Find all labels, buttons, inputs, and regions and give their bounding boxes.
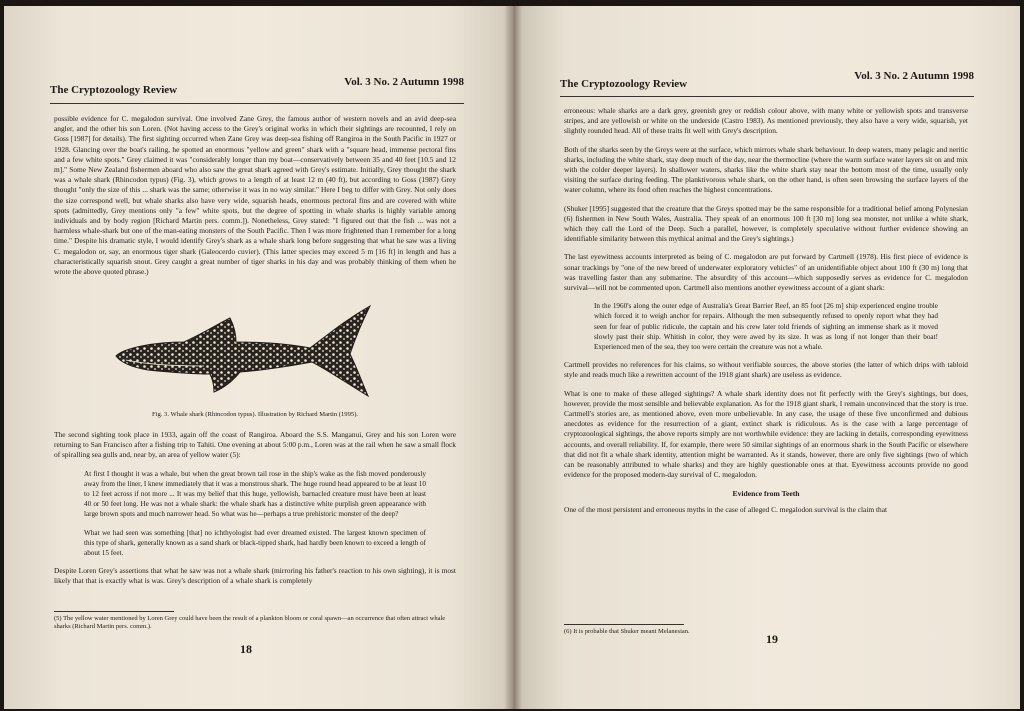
footnote: (5) The yellow water mentioned by Loren Grey could have been the result of a plankton bloom or coral spawn—an occurrence that often attract whale sharks (Richard Martin pers. comm.). (54, 615, 446, 631)
section-heading: Evidence from Teeth (732, 488, 800, 498)
header-rule (50, 103, 464, 104)
paragraph: What is one to make of these alleged sightings? A whale shark identity does not fit perfectly with the Grey's sightings, but does, however, provide the most sensible and believable explanation. As for the 1918 giant shark, I remain unconvinced that the story is true. Cartmell's stories are, as mentioned above, even more unbelievable. In any case, the usage of these five unconfirmed and dubious anecdotes as evidence for the resurrection of a giant, extinct shark is ridiculous. As is the case with a large percentage of cryptozoological sightings, the above reports simply are not worthwhile evidence: they are lacking in details, corresponding eyewitness accounts, and overall reliability. If, for example, there were 50 similar sightings of an enormous shark in the South Pacific or elsewhere that did not fit a whale shark identity, attention might be warranted. As it stands, however, there are only five sightings (two of which can be reasonably attributed to whale sharks) and they are highly questionable ones at that. Eyewitness accounts provide no good evidence for the proposed modern-day survival of C. megalodon. (564, 388, 968, 480)
left-body-bottom (54, 430, 456, 595)
page-number: 19 (766, 632, 778, 646)
book-spread (4, 6, 1020, 709)
journal-title: The Cryptozoology Review (50, 84, 178, 96)
paragraph: erroneous: whale sharks are a dark grey, greenish grey or reddish colour above, with many white or yellowish spots and transverse stripes, and are yellowish or white on the underside (Castro 1983). As mentioned previously, they also have a very wide, squarish, yet slightly rounded head. All of these traits fit well with Grey's description. (564, 106, 968, 136)
volume-info: Vol. 3 No. 2 Autumn 1998 (344, 76, 464, 88)
book-gutter (504, 6, 522, 709)
paragraph: The second sighting took place in 1933, again off the coast of Rangiroa. Aboard the S.S. Manganui, Grey and his son Loren were returning to San Francisco after a fishing trip to Tahiti. One evening at about 5:00 p.m., Loren was at the rail when he saw a small flock of spiralling sea gulls and, near by, an area of yellow water (5): (54, 430, 456, 460)
paragraph: Despite Loren Grey's assertions that what he saw was not a whale shark (mirroring his father's reaction to his own sighting), it is most likely that that is exactly what is was. Grey's description of a whale shark is completely (54, 566, 456, 586)
paragraph: The last eyewitness accounts interpreted as being of C. megalodon are put forward by Cartmell (1978). His first piece of evidence is sonar trackings by "one of the new breed of underwater exploratory vehicles" of an unidentifiable object about 100 ft (30 m) long that was travelling faster than any submarine. The absurdity of this account—which supposedly serves as evidence for C. megalodon survival—will not be commented upon. Cartmell also mentions another eyewitness account of a giant shark: (564, 252, 968, 293)
block-quote: At first I thought it was a whale, but when the great brown tail rose in the ship's wake as the fish moved ponderously away from the liner, I knew immediately that it was a monstrous shark. The huge round head appeared to be at least 10 to 12 feet across if not more ... It was my belief that this huge, yellowish, barnacled creature must have been at least 40 or 50 feet long. He was not a whale shark: the whale shark has a distinctive white purplish green appearance with large brown spots and much narrower head. So what was he—perhaps a true prehistoric monster of the deep? (84, 469, 426, 519)
figure-caption: Fig. 3. Whale shark (Rhincodon typus). Illustration by Richard Martin (1995). (151, 411, 359, 418)
right-body (564, 106, 968, 523)
footnote: (6) It is probable that Shuker meant Melanesian. (564, 628, 690, 635)
block-quote: In the 1960's along the outer edge of Australia's Great Barrier Reef, an 85 foot [26 m] ship experienced engine trouble which forced it to weigh anchor for repairs. Although the men subsequently refused to openly report what they had seen for fear of public ridicule, the captain and his crew later told friends of sighting an immense shark as it moved slowly past their ship. Whitish in color, they were awed by its size. It was as long if not longer than their boat! Experienced men of the sea, they too were certain the creature was not a whale. (594, 302, 938, 352)
left-page (4, 6, 510, 709)
journal-title: The Cryptozoology Review (560, 78, 688, 90)
footnote-rule (54, 611, 174, 612)
left-body-top (54, 114, 456, 285)
paragraph: possible evidence for C. megalodon survival. One involved Zane Grey, the famous author of western novels and an avid deep-sea angler, and the other his son Loren. (Not having access to the Grey's original works in which their sightings are recounted, I rely on Goss [1987] for details). The first sighting occurred when Zane Grey was deep-sea fishing off Rangiroa in the South Pacific in 1927 or 1928. Glancing over the boat's railing, he spotted an enormous "yellow and green" shark with a "square head, immense pectoral fins and a few white spots." Grey claimed it was "considerably longer than my boat—conservatively between 35 and 40 feet [10.5 and 12 m]." Some New Zealand fishermen aboard who also saw the great shark agreed with Grey's estimate. Initially, Grey thought the shark was a whale shark (Rhincodon typus) (Fig. 3), which grows to a length of at least 12 m (40 ft), but according to Goss (1987) Grey thought "only the size of this ... shark was the same; otherwise it was in no way similar." Here I beg to differ with Grey. Not only does the size correspond well, but whale sharks also have very wide, squarish heads, enormous pectoral fins and are covered with white spots (admittedly, Grey mentions only "a few" white spots, but the degree of spotting in whale sharks is highly variable among individuals and by body region [Richard Martin pers. comm.]). Nonetheless, Grey stated: "I figured out that the fish ... was not a harmless whale-shark but one of the man-eating monsters of the South Pacific. Then I was more frightened than I remember for a long time." Despite his dramatic style, I would identify Grey's shark as a whale shark long before suggesting that what he saw was a living C. megalodon or, say, an enormous tiger shark (Galeocerdo cuvier). (This latter species may exceed 5 m [16 ft] in length and has a characteristically squarish snout. Grey caught a great number of tiger sharks in his day and was probably thinking of them when he wrote the above quoted phrase.) (54, 114, 456, 277)
block-quote: What we had seen was something [that] no ichthyologist had ever dreamed existed. The largest known specimen of this type of shark, generally known as a sand shark or black-tipped shark, had hardly been known to exceed a length of about 15 feet. (84, 528, 426, 558)
paragraph: One of the most persistent and erroneous myths in the case of alleged C. megalodon survival is the claim that (564, 504, 888, 514)
paragraph: Cartmell provides no references for his claims, so without verifiable sources, the above stories (the latter of which drips with tabloid style and reads much like a rewritten account of the 1918 giant shark) are useless as evidence. (564, 360, 968, 380)
header-rule (560, 96, 974, 97)
paragraph: Both of the sharks seen by the Greys were at the surface, which mirrors whale shark behaviour. In deep waters, many pelagic and neritic sharks, including the white shark, stay deep much of the day, near the thermocline (where the warm surface water layers sit on and mix with the colder deeper layers). In shallower waters, sharks like the white shark stay near the bottom most of the time, usually only visiting the surface during feeding. The planktivorous whale shark, on the other hand, is often seen browsing the surface layers of the water column, where its food often reaches the highest concentrations. (564, 144, 968, 195)
page-number: 18 (240, 642, 252, 656)
right-page (514, 6, 1020, 709)
footnote-rule (564, 624, 684, 625)
paragraph: (Shuker [1995] suggested that the creature that the Greys spotted may be the same responsible for a traditional belief among Polynesian (6) fishermen in New South Wales, Australia. They speak of an enormous 100 ft [30 m] long sea monster, not unlike a white shark, which they call the Lord of the Deep. Such a parallel, however, is completely speculative without further evidence showing an identifiable similarity between this mythical animal and the Grey's sightings.) (564, 203, 968, 244)
whale-shark-illustration (114, 304, 374, 402)
volume-info: Vol. 3 No. 2 Autumn 1998 (854, 70, 974, 82)
